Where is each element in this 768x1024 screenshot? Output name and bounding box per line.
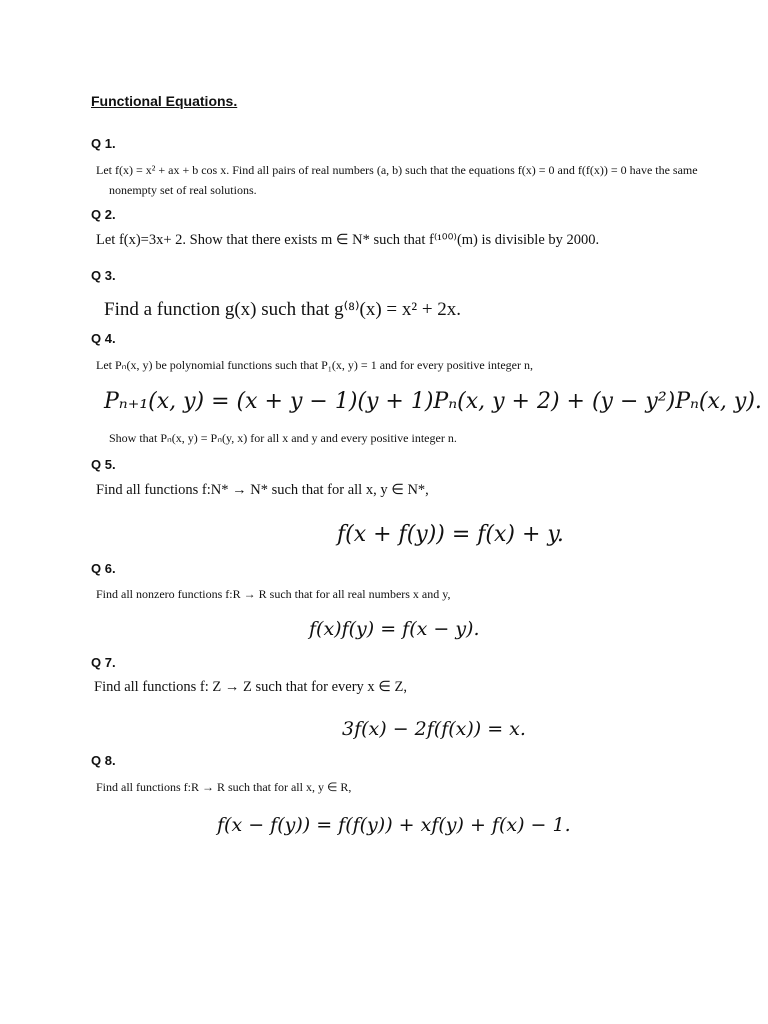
q3-text: Find a function g(x) such that g⁽⁸⁾(x) = x² + 2x. [104,299,462,320]
q6-text: Find all nonzero functions f:R → R such that for all real numbers x and y, [96,587,451,601]
q4-label: Q 4. [91,331,116,346]
q5-equation: f(x + f(y)) = f(x) + y. [337,522,564,547]
q3-label: Q 3. [91,268,116,283]
q7-label: Q 7. [91,655,116,670]
q5-label: Q 5. [91,457,116,472]
q2-label: Q 2. [91,207,116,222]
document-title: Functional Equations. [91,93,238,109]
q4-equation: Pₙ₊₁(x, y) = (x + y − 1)(y + 1)Pₙ(x, y + 2) + (y − y²)Pₙ(x, y). [104,389,762,414]
q1-label: Q 1. [91,136,116,151]
q4-text-line-1: Let Pₙ(x, y) be polynomial functions such that P₁(x, y) = 1 and for every positive integer n, [96,358,533,372]
q6-equation: f(x)f(y) = f(x − y). [309,618,480,640]
q8-text: Find all functions f:R → R such that for all x, y ∈ R, [96,780,352,794]
q5-text: Find all functions f:N* → N* such that for all x, y ∈ N*, [96,482,429,498]
q8-label: Q 8. [91,753,116,768]
q7-text: Find all functions f: Z → Z such that for every x ∈ Z, [94,679,408,695]
q2-text: Let f(x)=3x+ 2. Show that there exists m ∈ N* such that f⁽¹⁰⁰⁾(m) is divisible by 2000. [96,232,600,248]
q7-equation: 3f(x) − 2f(f(x)) = x. [342,718,526,740]
q6-label: Q 6. [91,561,116,576]
q1-text-line-2: nonempty set of real solutions. [109,183,257,197]
q4-text-line-2: Show that Pₙ(x, y) = Pₙ(y, x) for all x and y and every positive integer n. [109,431,457,445]
q1-text-line-1: Let f(x) = x² + ax + b cos x. Find all pairs of real numbers (a, b) such that the equations f(x) = 0 and f(f(x)) = 0 have the same [96,163,698,177]
q8-equation: f(x − f(y)) = f(f(y)) + xf(y) + f(x) − 1. [217,814,571,836]
